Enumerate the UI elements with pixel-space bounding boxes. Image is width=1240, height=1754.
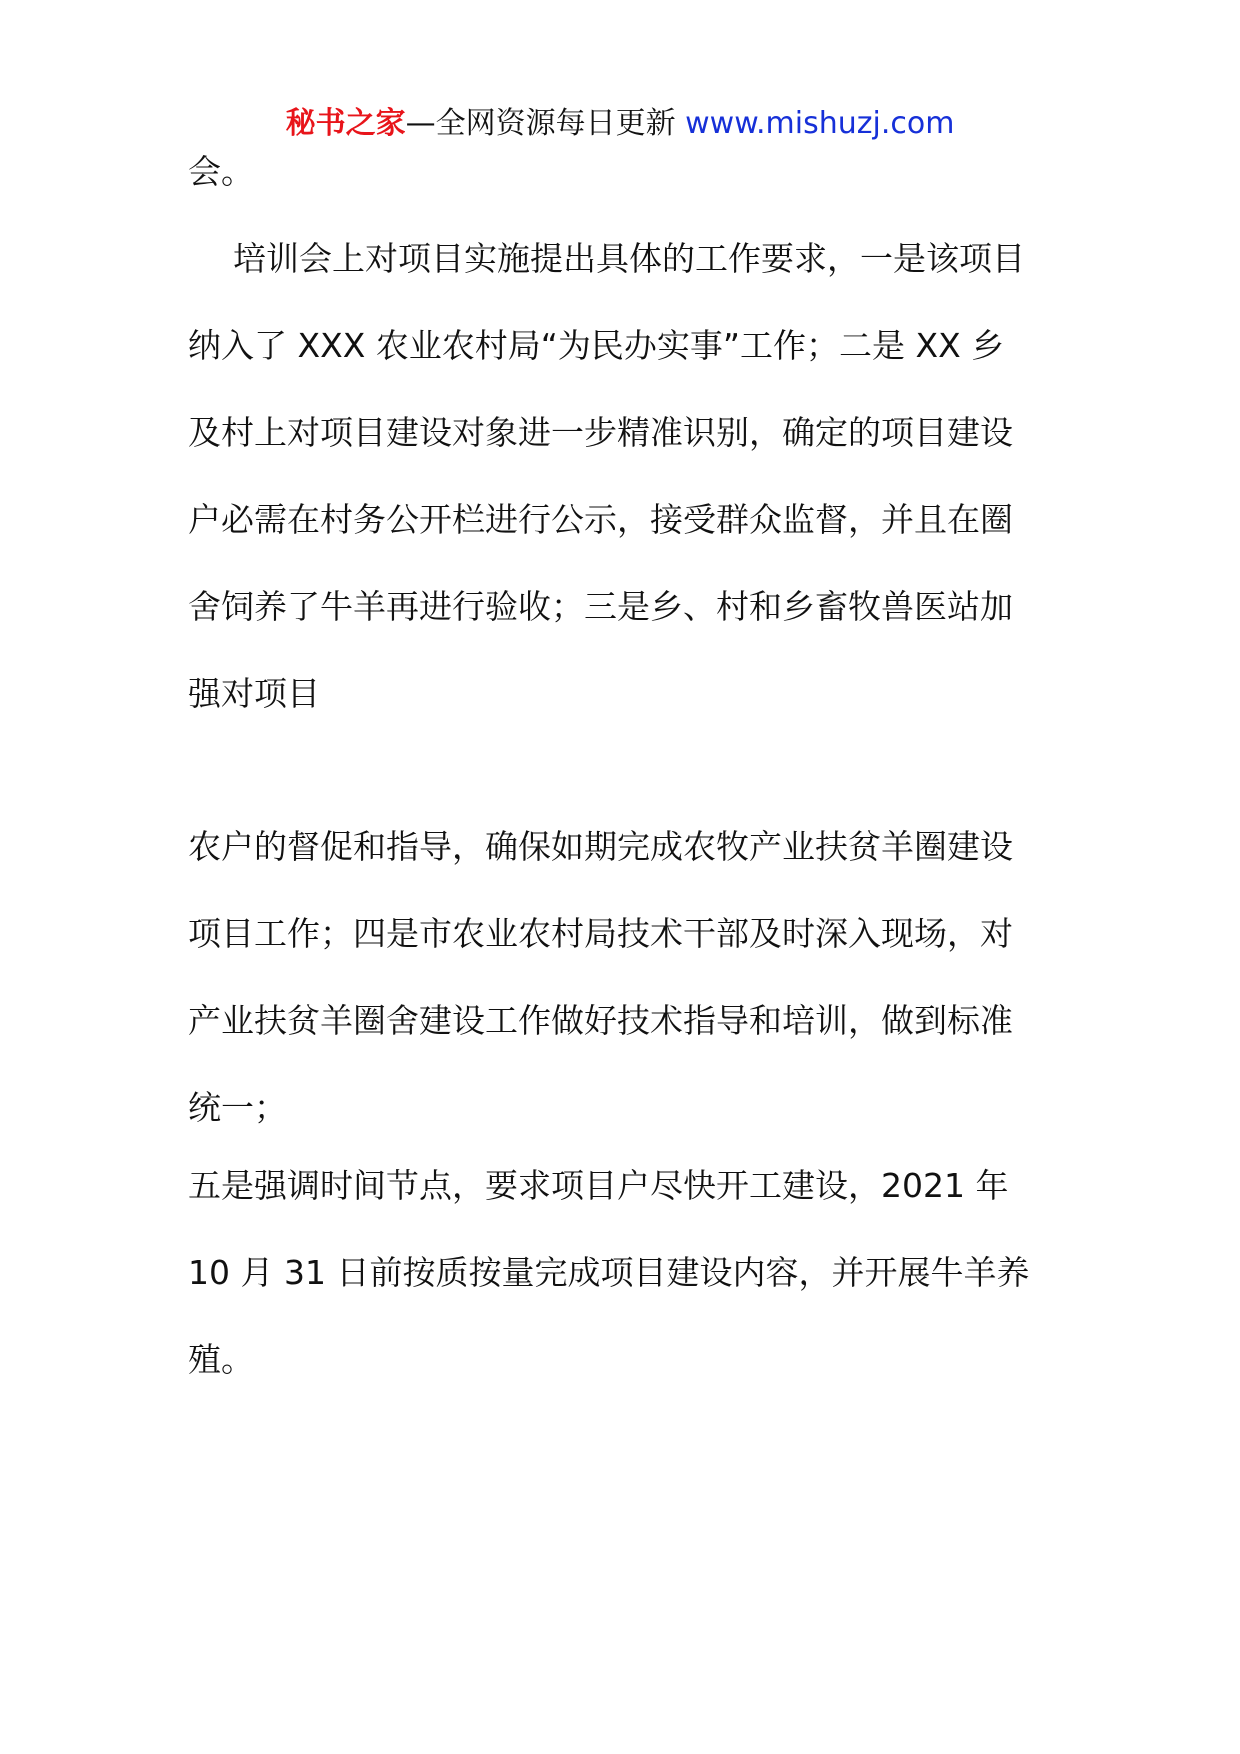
body-line: 10 月 31 日前按质按量完成项目建设内容，并开展牛羊养 [188, 1253, 1030, 1292]
body-line: 会。 [188, 152, 254, 191]
body-line: 舍饲养了牛羊再进行验收；三是乡、村和乡畜牧兽医站加 [188, 587, 1013, 626]
body-line: 五是强调时间节点，要求项目户尽快开工建设，2021 年 [188, 1166, 1009, 1205]
body-line: 殖。 [188, 1340, 254, 1379]
body-line: 农户的督促和指导，确保如期完成农牧产业扶贫羊圈建设 [188, 827, 1013, 866]
page-header [0, 102, 1240, 146]
body-line: 纳入了 XXX 农业农村局“为民办实事”工作；二是 XX 乡 [188, 326, 1005, 365]
body-line: 户必需在村务公开栏进行公示，接受群众监督，并且在圈 [188, 500, 1013, 539]
body-line: 产业扶贫羊圈舍建设工作做好技术指导和培训，做到标准 [188, 1001, 1013, 1040]
body-line: 项目工作；四是市农业农村局技术干部及时深入现场，对 [188, 914, 1013, 953]
header-slogan: —全网资源每日更新 [405, 106, 676, 141]
site-url-link[interactable]: www.mishuzj.com [685, 106, 955, 141]
body-line: 统一； [188, 1088, 287, 1127]
body-line: 及村上对项目建设对象进一步精准识别，确定的项目建设 [188, 413, 1013, 452]
paragraph-start-line: 培训会上对项目实施提出具体的工作要求，一是该项目 [233, 239, 1025, 278]
body-line: 强对项目 [188, 674, 320, 713]
brand-name: 秘书之家 [285, 106, 406, 141]
